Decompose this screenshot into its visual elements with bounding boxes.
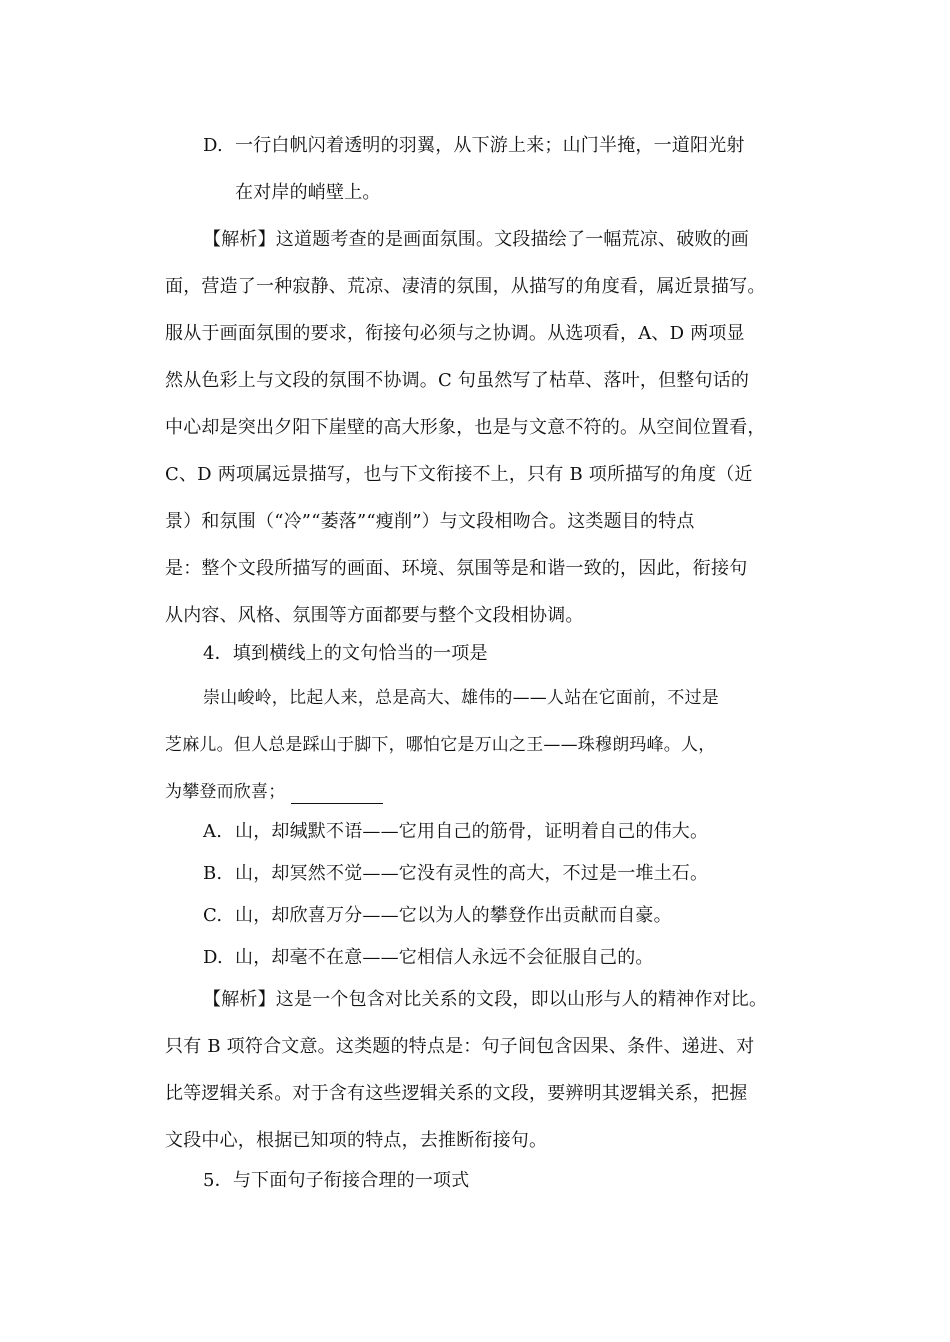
analysis1-line: 景）和氛围（“冷”“萎落”“瘦削”）与文段相吻合。这类题目的特点: [165, 511, 695, 532]
analysis1-line: 【解析】这道题考查的是画面氛围。文段描绘了一幅荒凉、破败的画: [203, 229, 749, 250]
analysis1-line: C、D 两项属远景描写，也与下文衔接不上，只有 B 项所描写的角度（近: [165, 464, 753, 485]
option-d-label: D.: [203, 135, 223, 156]
option-label: B.: [203, 863, 223, 884]
option-label: D.: [203, 947, 223, 968]
analysis2-line: 只有 B 项符合文意。这类题的特点是：句子间包含因果、条件、递进、对: [165, 1036, 755, 1057]
option-d-line2: 在对岸的峭壁上。: [235, 182, 381, 203]
analysis1-line: 从内容、风格、氛围等方面都要与整个文段相协调。: [165, 605, 584, 626]
option-label: A.: [203, 821, 223, 842]
analysis2-line: 【解析】这是一个包含对比关系的文段，即以山形与人的精神作对比。: [203, 989, 768, 1010]
analysis1-line: 服从于画面氛围的要求，衔接句必须与之协调。从选项看，A、D 两项显: [165, 323, 745, 344]
analysis2-line: 文段中心，根据已知项的特点，去推断衔接句。: [165, 1130, 548, 1151]
q4-passage-line3: [165, 780, 383, 804]
option-d-text: 一行白帆闪着透明的羽翼，从下游上来；山门半掩，一道阳光射: [235, 135, 745, 156]
q4-option-c[interactable]: [203, 904, 672, 928]
option-text: 山，却冥然不觉——它没有灵性的高大，不过是一堆土石。: [235, 863, 709, 884]
option-label: C.: [203, 905, 223, 926]
option-text: 山，却欣喜万分——它以为人的攀登作出贡献而自豪。: [235, 905, 672, 926]
q4-option-b[interactable]: [203, 862, 708, 886]
option-d-line1: [203, 134, 745, 158]
answer-blank: [291, 785, 383, 804]
analysis2-line: 比等逻辑关系。对于含有这些逻辑关系的文段，要辨明其逻辑关系，把握: [165, 1083, 748, 1104]
q4-passage-line: 崇山峻岭，比起人来，总是高大、雄伟的——人站在它面前，不过是: [203, 688, 719, 708]
q4-option-d[interactable]: [203, 946, 654, 970]
question-4-title: 4．填到横线上的文句恰当的一项是: [203, 643, 488, 664]
q4-passage-text: 为攀登而欣喜；: [165, 782, 286, 802]
analysis1-line: 面，营造了一种寂静、荒凉、凄清的氛围，从描写的角度看，属近景描写。: [165, 276, 766, 297]
analysis1-line: 然从色彩上与文段的氛围不协调。C 句虽然写了枯草、落叶，但整句话的: [165, 370, 750, 391]
analysis1-line: 是：整个文段所描写的画面、环境、氛围等是和谐一致的，因此，衔接句: [165, 558, 748, 579]
option-text: 山，却毫不在意——它相信人永远不会征服自己的。: [235, 947, 654, 968]
option-text: 山，却缄默不语——它用自己的筋骨，证明着自己的伟大。: [235, 821, 709, 842]
question-5-title: 5．与下面句子衔接合理的一项式: [203, 1170, 470, 1191]
analysis1-line: 中心却是突出夕阳下崖壁的高大形象，也是与文意不符的。从空间位置看，: [165, 417, 766, 438]
q4-option-a[interactable]: [203, 820, 708, 844]
q4-passage-line: 芝麻儿。但人总是踩山于脚下，哪怕它是万山之王——珠穆朗玛峰。人，: [165, 735, 716, 755]
